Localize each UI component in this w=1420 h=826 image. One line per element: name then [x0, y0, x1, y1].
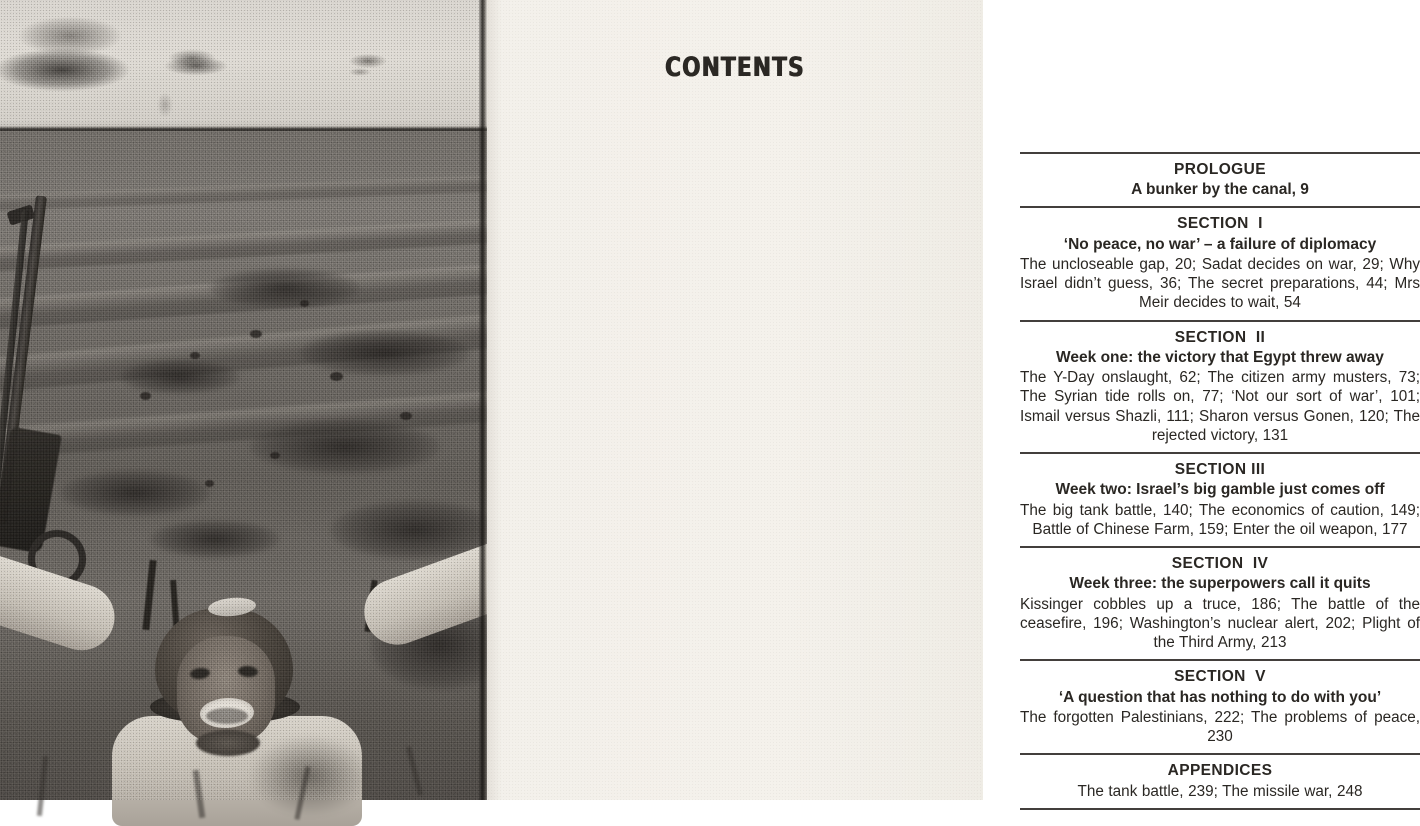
terrain-hollow — [250, 420, 440, 474]
divider-rule — [1020, 808, 1420, 810]
toc-entry-section-iii[interactable] — [1020, 454, 1420, 546]
uniform-fold — [406, 746, 423, 796]
toc-entry-label: SECTION III — [1174, 461, 1266, 479]
debris-speck — [205, 480, 214, 487]
toc-entry-section-iv[interactable] — [1020, 548, 1420, 659]
toc-entry-items: Kissinger cobbles up a truce, 186; The battle of the ceasefire, 196; Washington’s nuclear alert, 202; Plight of the Third Army, 213 — [1020, 595, 1420, 652]
paper-texture-overlay — [487, 0, 983, 800]
toc-entry-section-ii[interactable] — [1020, 322, 1420, 453]
divider-rule — [1020, 753, 1420, 755]
debris-speck — [270, 452, 280, 459]
debris-speck — [330, 372, 343, 381]
debris-speck — [300, 300, 309, 307]
toc-entry-section-i[interactable] — [1020, 208, 1420, 319]
toc-entry-items: The uncloseable gap, 20; Sadat decides on war, 29; Why Israel didn’t guess, 36; The secret preparations, 44; Mrs Meir decides to wait, 54 — [1020, 255, 1420, 312]
toc-entry-label: APPENDICES — [1167, 762, 1273, 780]
soldier-chin — [196, 730, 260, 756]
soldier-mouth-interior — [206, 708, 248, 724]
toc-entry-label: PROLOGUE — [1174, 161, 1266, 178]
page-title: CONTENTS — [665, 52, 805, 83]
toc-entry-items: The Y-Day onslaught, 62; The citizen army musters, 73; The Syrian tide rolls on, 77; ‘Not our sort of war’, 101; Ismail versus Shazli, 111; Sharon versus Gonen, 120; The rejected victory, 131 — [1020, 369, 1420, 444]
table-of-contents — [1020, 152, 1420, 810]
toc-entry-prologue[interactable] — [1020, 154, 1420, 206]
toc-entry-label: SECTION I — [1177, 215, 1263, 233]
toc-entry-subtitle: Week one: the victory that Egypt threw away — [1056, 348, 1384, 366]
sky-with-smoke — [0, 0, 487, 131]
divider-rule — [1020, 206, 1420, 208]
debris-speck — [400, 412, 412, 420]
toc-entry-appendices[interactable] — [1020, 755, 1420, 807]
toc-entry-subtitle: A bunker by the canal, 9 — [1131, 181, 1309, 199]
contents-page — [487, 0, 1420, 800]
cheering-soldier — [0, 540, 487, 800]
toc-entry-items: The big tank battle, 140; The economics of caution, 149; Battle of Chinese Farm, 159; Enter the oil weapon, 177 — [1020, 501, 1420, 538]
toc-entry-label: SECTION II — [1174, 328, 1266, 346]
soldier-left-arm — [0, 531, 123, 659]
debris-speck — [190, 352, 200, 359]
debris-speck — [250, 330, 262, 338]
uniform-shadow — [250, 736, 370, 816]
divider-rule — [1020, 659, 1420, 661]
toc-entry-section-v[interactable] — [1020, 661, 1420, 753]
uniform-fold — [37, 756, 48, 816]
photo-page — [0, 0, 487, 800]
divider-rule — [1020, 320, 1420, 322]
toc-entry-subtitle: ‘A question that has nothing to do with you’ — [1058, 688, 1382, 706]
toc-entry-subtitle: Week three: the superpowers call it quits — [1069, 575, 1371, 593]
toc-entry-subtitle: Week two: Israel’s big gamble just comes off — [1055, 481, 1385, 499]
divider-rule — [1020, 546, 1420, 548]
toc-entry-label: SECTION IV — [1171, 555, 1269, 573]
divider-rule — [1020, 152, 1420, 154]
terrain-hollow — [300, 330, 470, 376]
toc-entry-items: The forgotten Palestinians, 222; The problems of peace, 230 — [1020, 708, 1420, 746]
book-gutter-shadow — [479, 0, 487, 800]
divider-rule — [1020, 452, 1420, 454]
toc-entry-items: The tank battle, 239; The missile war, 248 — [1077, 782, 1363, 800]
war-photograph — [0, 0, 487, 800]
toc-entry-label: SECTION V — [1174, 668, 1266, 686]
terrain-hollow — [210, 268, 360, 308]
toc-entry-subtitle: ‘No peace, no war’ – a failure of diplomacy — [1063, 235, 1377, 253]
